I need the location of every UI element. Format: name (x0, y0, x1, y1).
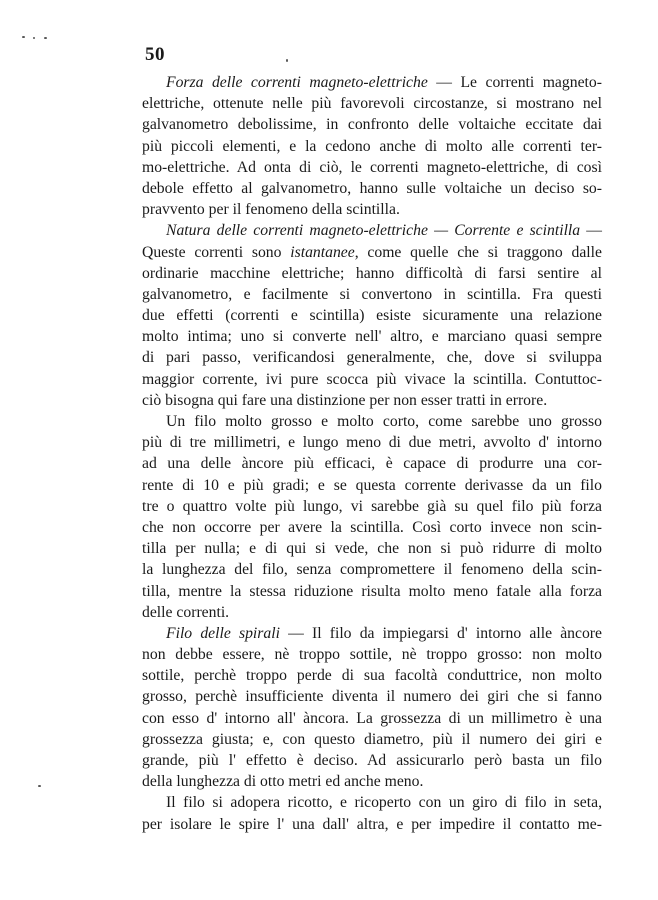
text-line (142, 93, 602, 114)
text-line (142, 72, 602, 93)
text-run: più piccoli elementi, e la cedono anche di molto alle correnti ter- (142, 137, 602, 155)
text-run: di pari passo, verificandosi generalmente, che, dove si sviluppa (142, 349, 602, 367)
body-text (142, 72, 602, 835)
text-line (142, 263, 602, 284)
text-run: ordinarie macchine elettriche; hanno difficoltà di farsi sentire al (142, 264, 602, 282)
text-line (142, 242, 602, 263)
text-line (142, 220, 602, 241)
text-run: Il filo si adopera ricotto, e ricoperto con un giro di filo in seta, (166, 794, 602, 812)
text-run: galvanometro, e facilmente si convertono in scintilla. Fra questi (142, 285, 602, 303)
text-line (142, 792, 602, 813)
text-line (142, 284, 602, 305)
scan-speck (22, 36, 25, 38)
text-line (142, 305, 602, 326)
text-line (142, 665, 602, 686)
text-line (142, 178, 602, 199)
text-run: tre o quattro volte più lungo, vi sarebbe già su quel filo più forza (142, 497, 602, 515)
text-run: elettriche, ottenute nelle più favorevoli circostanze, si mostrano nel (142, 95, 602, 113)
text-run: la lunghezza del filo, senza compromettere il fenomeno della scin- (142, 561, 602, 579)
text-run: tilla per nulla; e di qui si vede, che non si può ridurre di molto (142, 540, 602, 558)
text-line (142, 623, 602, 644)
italic-heading-text: Natura delle correnti magneto-elettriche — Corrente e scintilla (166, 222, 581, 240)
text-line (142, 559, 602, 580)
text-run: pravvento per il fenomeno della scintilla. (142, 201, 400, 219)
text-run: tilla, mentre la stessa riduzione risulta molto meno fatale alla forza (142, 582, 602, 600)
italic-heading-text: Forza delle correnti magneto-elettriche (166, 74, 428, 91)
text-line (142, 157, 602, 178)
text-run: molto intima; uno si converte nell' altro, e marciano quasi sempre (142, 328, 602, 346)
text-run: galvanometro debolissime, in confronto delle voltaiche eccitate dai (142, 116, 602, 134)
text-run: non debbe essere, nè troppo sottile, nè troppo grosso: non molto (142, 646, 602, 664)
text-line (142, 114, 602, 135)
text-run: Queste correnti sono (142, 243, 291, 261)
text-run: — Il filo da impiegarsi d' intorno alle àncore (279, 624, 602, 642)
text-line (142, 729, 602, 750)
italic-heading-text: Filo delle spirali (166, 624, 280, 642)
text-line (142, 602, 602, 623)
text-run: più di tre millimetri, e lungo meno di due metri, avvolto d' intorno (142, 434, 602, 452)
text-line (142, 750, 602, 771)
text-run: — (580, 222, 602, 240)
text-run: mo-elettriche. Ad onta di ciò, le correnti magneto-elettriche, di così (142, 158, 602, 176)
text-line (142, 136, 602, 157)
text-run: sottile, perchè troppo perde di sua facoltà conduttrice, non molto (142, 667, 602, 685)
text-line (142, 390, 602, 411)
text-run: grossezza giusta; e, con questo diametro, più il numero dei giri e (142, 730, 602, 748)
text-run: che non occorre per avere la scintilla. Così corto invece non scin- (142, 518, 602, 536)
italic-heading-text: istantanee (290, 243, 355, 261)
text-line (142, 326, 602, 347)
text-run: grosso, perchè insufficiente diventa il numero dei giri che si fanno (142, 688, 602, 706)
text-line (142, 517, 602, 538)
text-run: delle correnti. (142, 603, 230, 621)
text-run: ciò bisogna qui fare una distinzione per non esser tratti in errore. (142, 391, 548, 409)
text-run: , come quelle che si traggono dalle (354, 243, 602, 261)
scan-speck (33, 37, 35, 39)
text-line (142, 453, 602, 474)
text-line (142, 644, 602, 665)
text-line (142, 814, 602, 835)
text-run: grande, più l' effetto è deciso. Ad assicurarlo però basta un filo (142, 752, 602, 769)
scan-speck (38, 785, 41, 787)
text-line (142, 771, 602, 792)
text-line (142, 496, 602, 517)
text-run: Un filo molto grosso e molto corto, come sarebbe uno grosso (166, 413, 602, 430)
text-run: due effetti (correnti e scintilla) esiste sicuramente una relazione (142, 307, 602, 325)
text-line (142, 199, 602, 220)
page-number: 50 (145, 44, 165, 65)
text-run: debole effetto al galvanometro, hanno sulle voltaiche un deciso so- (142, 179, 602, 197)
text-line (142, 708, 602, 729)
text-line (142, 369, 602, 390)
text-run: maggior corrente, ivi pure scocca più vivace la scintilla. Contuttoc- (142, 370, 602, 388)
text-run: con esso d' intorno all' àncora. La grossezza di un millimetro è una (142, 709, 602, 727)
text-line (142, 686, 602, 707)
text-line (142, 475, 602, 496)
text-line (142, 347, 602, 368)
text-line (142, 411, 602, 432)
text-line (142, 432, 602, 453)
text-run: della lunghezza di otto metri ed anche meno. (142, 773, 424, 791)
scan-speck (44, 37, 47, 39)
text-run: rente di 10 e più gradi; e se questa corrente derivasse da un filo (142, 476, 602, 494)
text-run: — Le correnti magneto- (427, 74, 602, 91)
text-line (142, 581, 602, 602)
scan-speck (286, 59, 288, 62)
text-line (142, 538, 602, 559)
text-run: ad una delle àncore più efficaci, è capace di produrre una cor- (142, 455, 602, 473)
text-run: per isolare le spire l' una dall' altra, e per impedire il contatto me- (142, 815, 602, 833)
